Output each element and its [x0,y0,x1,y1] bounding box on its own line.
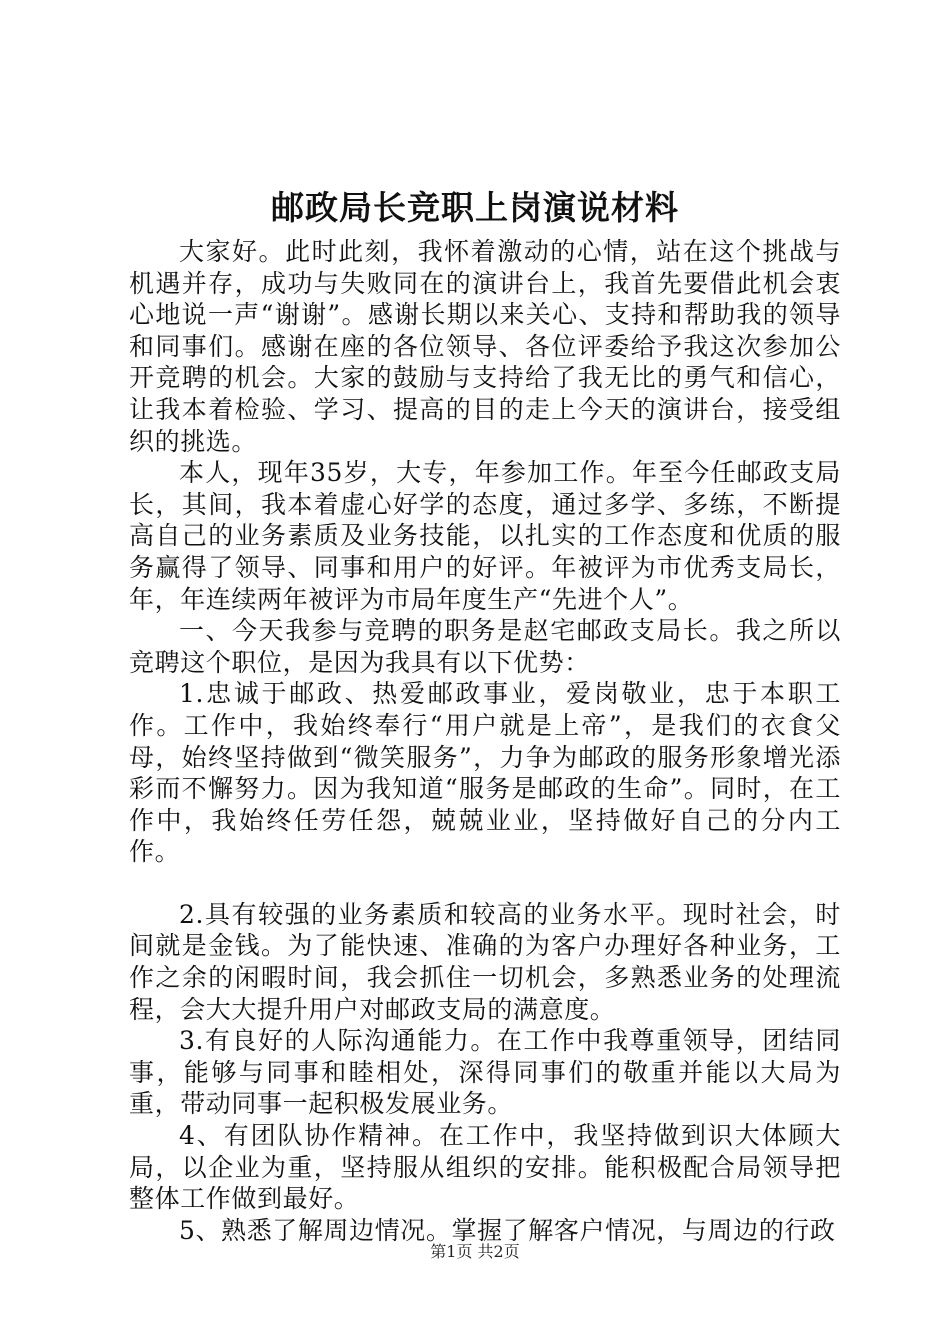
paragraph-self-intro: 本人，现年35岁，大专，年参加工作。年至今任邮政支局长，其间，我本着虚心好学的态度，通过多学、多练，不断提高自己的业务素质及业务技能，以扎实的工作态度和优质的服务赢得了领导、同事和用户的好评。年被评为市优秀支局长，年，年连续两年被评为市局年度生产“先进个人”。 [129,458,841,614]
paragraph-advantage-2: 2.具有较强的业务素质和较高的业务水平。现时社会，时间就是金钱。为了能快速、准确的为客户办理好各种业务，工作之余的闲暇时间，我会抓住一切机会，多熟悉业务的处理流程，会大大提升用户对邮政支局的满意度。 [129,899,841,1024]
page-number-footer: 第1页 共2页 [430,1242,520,1261]
paragraph-position: 一、今天我参与竞聘的职务是赵宅邮政支局长。我之所以竞聘这个职位，是因为我具有以下优势： [129,616,841,677]
paragraph-advantage-1: 1.忠诚于邮政、热爱邮政事业，爱岗敬业，忠于本职工作。工作中，我始终奉行“用户就是上帝”，是我们的衣食父母，始终坚持做到“微笑服务”，力争为邮政的服务形象增光添彩而不懈努力。因为我知道“服务是邮政的生命”。同时，在工作中，我始终任劳任怨，兢兢业业，坚持做好自己的分内工作。 [129,679,841,867]
paragraph-advantage-4: 4、有团队协作精神。在工作中，我坚持做到识大体顾大局，以企业为重，坚持服从组织的安排。能积极配合局领导把整体工作做到最好。 [129,1121,841,1214]
paragraph-advantage-3: 3.有良好的人际沟通能力。在工作中我尊重领导，团结同事，能够与同事和睦相处，深得同事们的敬重并能以大局为重，带动同事一起积极发展业务。 [129,1026,841,1119]
document-title: 邮政局长竞职上岗演说材料 [271,188,679,227]
paragraph-advantage-5: 5、熟悉了解周边情况。掌握了解客户情况，与周边的行政 [179,1215,836,1245]
paragraph-greeting: 大家好。此时此刻，我怀着激动的心情，站在这个挑战与机遇并存，成功与失败同在的演讲台上，我首先要借此机会衷心地说一声“谢谢”。感谢长期以来关心、支持和帮助我的领导和同事们。感谢在座的各位领导、各位评委给予我这次参加公开竞聘的机会。大家的鼓励与支持给了我无比的勇气和信心，让我本着检验、学习、提高的目的走上今天的演讲台，接受组织的挑选。 [129,237,841,456]
document-body [129,236,841,1246]
